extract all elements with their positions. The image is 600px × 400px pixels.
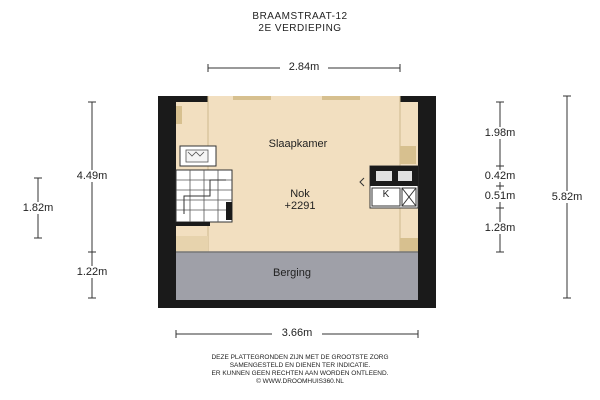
dim-right-overall: 5.82m	[545, 191, 589, 203]
title-address: BRAAMSTRAAT-12	[252, 11, 348, 22]
dim-left-bottom: 1.22m	[70, 266, 114, 278]
dim-top-width: 2.84m	[280, 61, 328, 73]
kitchen-symbol: K	[382, 189, 390, 200]
room-label-bedroom: Slaapkamer	[268, 138, 328, 150]
dim-left-overall: 4.49m	[70, 170, 114, 182]
ridge-height: +2291	[284, 200, 316, 212]
left-wall	[158, 96, 176, 308]
desk-furniture	[180, 146, 216, 166]
dim-right-4: 1.28m	[478, 222, 522, 234]
right-wall	[418, 96, 436, 308]
dim-left-stair: 1.82m	[16, 202, 60, 214]
bottom-wall	[158, 300, 436, 308]
disclaimer-line-3: ER KUNNEN GEEN RECHTEN AAN WORDEN ONTLEEND.	[211, 370, 389, 377]
dim-right-2: 0.42m	[478, 170, 522, 182]
staircase	[176, 170, 232, 226]
room-label-storage: Berging	[273, 267, 311, 279]
title-floor: 2E VERDIEPING	[258, 23, 342, 34]
top-wall-right	[400, 96, 436, 102]
top-wall-left	[158, 96, 208, 102]
disclaimer-line-1: DEZE PLATTEGRONDEN ZIJN MET DE GROOTSTE ZORG	[211, 354, 389, 361]
dim-right-3: 0.51m	[478, 190, 522, 202]
disclaimer-line-2: SAMENGESTELD EN DIENEN TER INDICATIE.	[229, 362, 371, 369]
ridge-label: Nok	[290, 188, 310, 200]
copyright-link[interactable]: © WWW.DROOMHUIS360.NL	[256, 378, 344, 385]
dim-bottom-width: 3.66m	[272, 327, 322, 339]
dim-right-1: 1.98m	[478, 127, 522, 139]
